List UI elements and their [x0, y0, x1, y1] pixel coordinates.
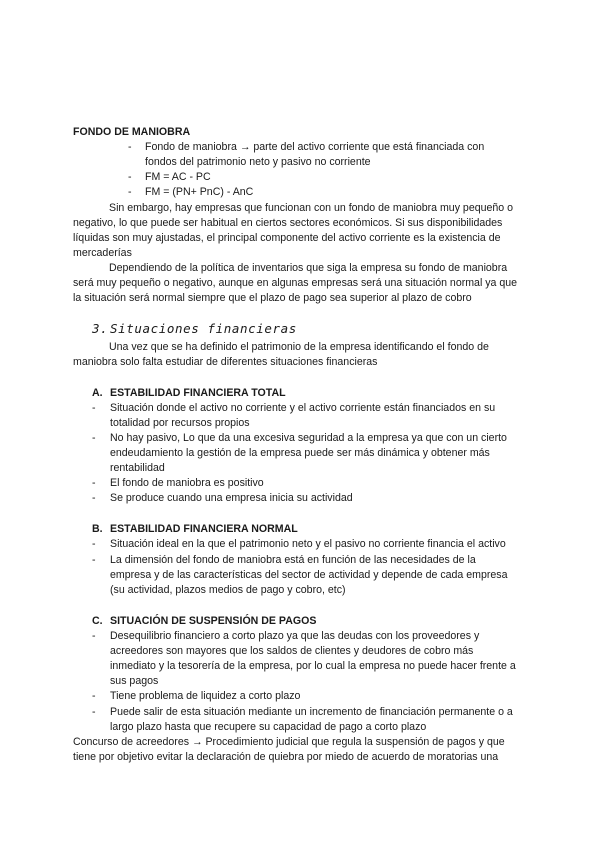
bullet-dash: - [128, 171, 132, 183]
fondo-bullet-1-line-2: fondos del patrimonio neto y pasivo no corriente [145, 156, 371, 168]
section-b-heading: ESTABILIDAD FINANCIERA NORMAL [110, 523, 298, 535]
c-bullet-1-line-3: inmediato y la tesorería de la empresa, por lo cual la empresa no puede hacer frente a [110, 660, 516, 672]
bullet-dash: - [128, 186, 132, 198]
fondo-para2-line-3: la situación será normal siempre que el plazo de pago sea superior al plazo de cobro [73, 292, 472, 304]
fondo-para1-line-2: negativo, lo que puede ser habitual en ciertos sectores económicos. Si sus disponibilidades [73, 217, 503, 229]
b-bullet-2-line-1: La dimensión del fondo de maniobra está en función de las necesidades de la [110, 554, 476, 566]
c-bullet-3-line-1: Puede salir de esta situación mediante un incremento de financiación permanente o a [110, 706, 513, 718]
fondo-para1-line-3: líquidas son muy ajustadas, el principal componente del activo corriente es la existencia de [73, 232, 501, 244]
b-bullet-1: Situación ideal en la que el patrimonio neto y el pasivo no corriente financia el activo [110, 538, 506, 550]
fondo-bullet-3: FM = (PN+ PnC) - AnC [145, 186, 254, 198]
bullet-dash: - [92, 492, 96, 504]
a-bullet-1-line-2: totalidad por recursos propios [110, 417, 250, 429]
c-bullet-1-line-2: acreedores son mayores que los saldos de clientes y deudores de cobro más [110, 645, 474, 657]
section3-intro-line-2: maniobra solo falta estudiar de diferentes situaciones financieras [73, 356, 378, 368]
c-bullet-1-line-4: sus pagos [110, 675, 159, 687]
c-bullet-3-line-2: largo plazo hasta que recupere su capacidad de pago a corto plazo [110, 721, 427, 733]
bullet-dash: - [128, 141, 132, 153]
section-c-heading: SITUACIÓN DE SUSPENSIÓN DE PAGOS [110, 615, 317, 627]
b-bullet-2-line-2: empresa y de las características del sector de actividad y depende de cada empresa [110, 569, 508, 581]
bullet-dash: - [92, 538, 96, 550]
section-number: 3. [92, 321, 109, 336]
fondo-heading: FONDO DE MANIOBRA [73, 126, 191, 138]
fondo-para2-line-1: Dependiendo de la política de inventarios que siga la empresa su fondo de maniobra [109, 262, 508, 274]
bullet-dash: - [92, 630, 96, 642]
fondo-para1-line-4: mercaderías [73, 247, 132, 259]
a-bullet-3: El fondo de maniobra es positivo [110, 477, 264, 489]
closing-line-1: Concurso de acreedores → Procedimiento judicial que regula la suspensión de pagos y que [73, 736, 505, 748]
section-b-letter: B. [92, 523, 103, 535]
section-title: Situaciones financieras [110, 321, 297, 336]
bullet-dash: - [92, 706, 96, 718]
fondo-bullet-1-line-1: Fondo de maniobra → parte del activo corriente que está financiada con [145, 141, 485, 153]
a-bullet-1-line-1: Situación donde el activo no corriente y el activo corriente están financiados en su [110, 402, 496, 414]
fondo-para1-line-1: Sin embargo, hay empresas que funcionan con un fondo de maniobra muy pequeño o [109, 202, 514, 214]
bullet-dash: - [92, 432, 96, 444]
c-bullet-1-line-1: Desequilibrio financiero a corto plazo ya que las deudas con los proveedores y [110, 630, 480, 642]
b-bullet-2-line-3: (su actividad, plazos medios de pago y cobro, etc) [110, 584, 346, 596]
section-c-letter: C. [92, 615, 103, 627]
bullet-dash: - [92, 402, 96, 414]
fondo-para2-line-2: será muy pequeño o negativo, aunque en algunas empresas será una situación normal ya que [73, 277, 518, 289]
a-bullet-4: Se produce cuando una empresa inicia su actividad [110, 492, 353, 504]
section-a-heading: ESTABILIDAD FINANCIERA TOTAL [110, 387, 286, 399]
section3-intro-line-1: Una vez que se ha definido el patrimonio de la empresa identificando el fondo de [109, 341, 489, 353]
a-bullet-2-line-2: endeudamiento la gestión de la empresa puede ser más dinámica y obtener más [110, 447, 490, 459]
bullet-dash: - [92, 690, 96, 702]
c-bullet-2: Tiene problema de liquidez a corto plazo [110, 690, 301, 702]
bullet-dash: - [92, 477, 96, 489]
bullet-dash: - [92, 554, 96, 566]
fondo-bullet-2: FM = AC - PC [145, 171, 211, 183]
closing-line-2: tiene por objetivo evitar la declaración de quiebra por miedo de acuerdo de moratorias una [73, 751, 499, 763]
a-bullet-2-line-1: No hay pasivo, Lo que da una excesiva seguridad a la empresa ya que con un cierto [110, 432, 507, 444]
a-bullet-2-line-3: rentabilidad [110, 462, 165, 474]
section-a-letter: A. [92, 387, 103, 399]
